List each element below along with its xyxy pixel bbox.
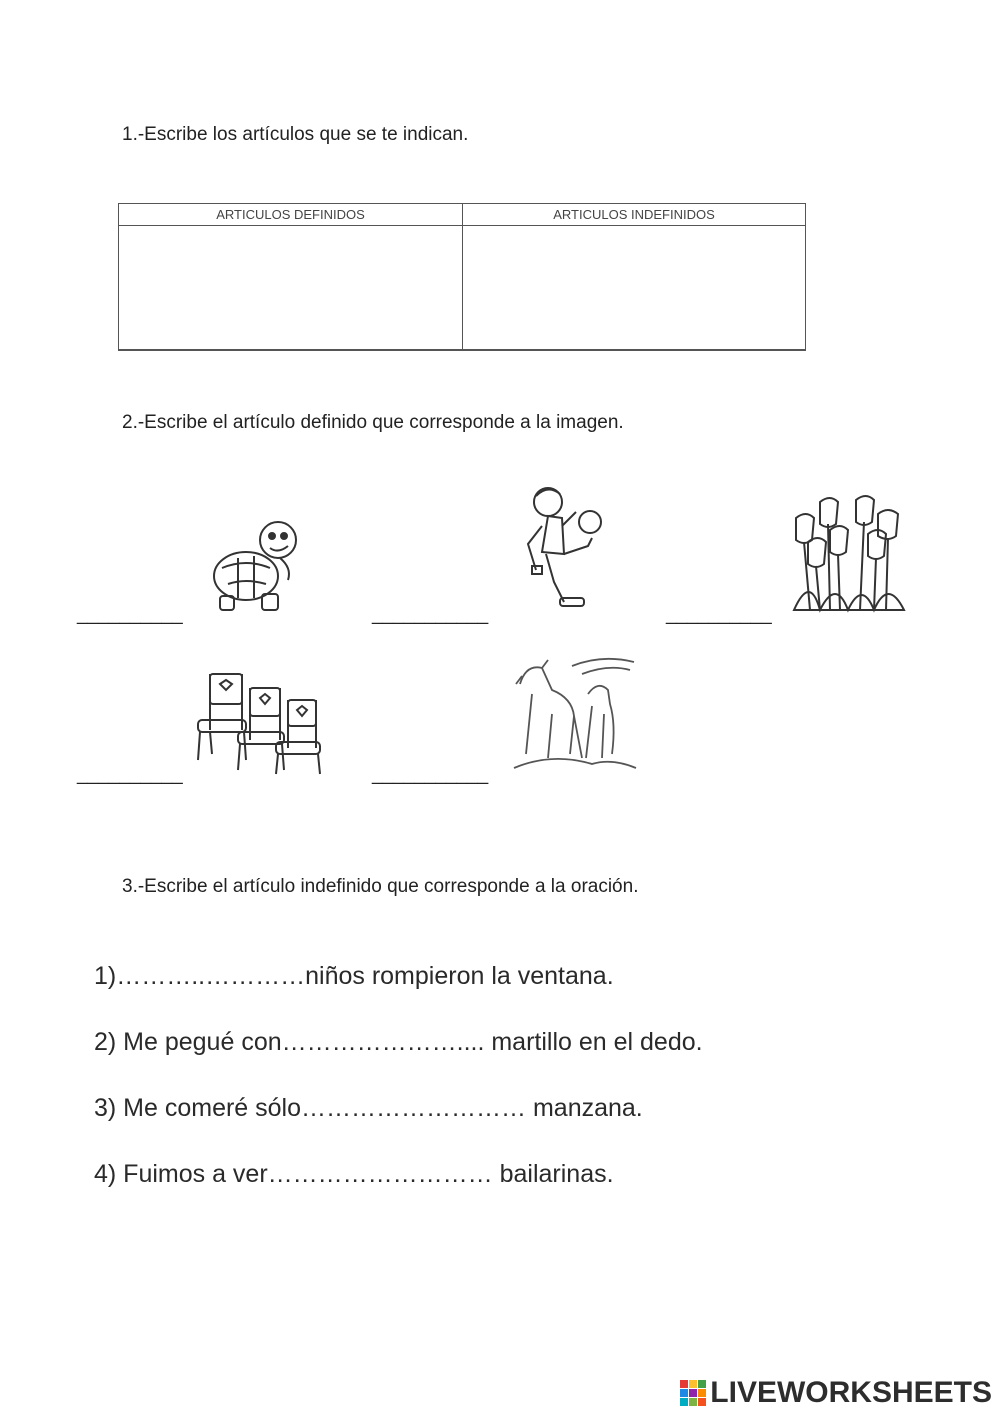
answer-blank-tulips[interactable]: __________	[666, 604, 772, 625]
liveworksheets-logo-icon	[680, 1380, 706, 1406]
answer-blank-chairs[interactable]: __________	[77, 764, 183, 785]
col-indefinidos-header: ARTICULOS INDEFINIDOS	[463, 204, 805, 226]
section1-heading: 1.-Escribe los artículos que se te indican.	[122, 124, 469, 145]
articles-table	[118, 203, 806, 351]
tulips-image	[790, 494, 908, 614]
horses-image	[512, 654, 638, 778]
sentence-4[interactable]: 4) Fuimos a ver……………………… bailarinas.	[94, 1160, 614, 1188]
sentence-1[interactable]: 1)………..…………niños rompieron la ventana.	[94, 962, 614, 990]
boy-playing-ball-image	[520, 482, 610, 612]
answer-blank-turtle[interactable]: __________	[77, 604, 183, 625]
brand-name: LIVEWORKSHEETS	[710, 1376, 992, 1409]
answer-blank-horses[interactable]: ___________	[372, 764, 489, 785]
sentence-2[interactable]: 2) Me pegué con………………….... martillo en el dedo.	[94, 1028, 703, 1056]
indefinidos-answer-cell[interactable]	[463, 226, 805, 349]
liveworksheets-brand	[680, 1376, 992, 1410]
answer-blank-boy[interactable]: ___________	[372, 604, 489, 625]
definidos-answer-cell[interactable]	[119, 226, 463, 349]
section2-heading: 2.-Escribe el artículo definido que corresponde a la imagen.	[122, 412, 624, 433]
sentence-3[interactable]: 3) Me comeré sólo……………………… manzana.	[94, 1094, 643, 1122]
turtle-image	[208, 518, 308, 614]
chairs-image	[190, 670, 322, 776]
col-definidos-header: ARTICULOS DEFINIDOS	[119, 204, 463, 226]
section3-heading: 3.-Escribe el artículo indefinido que corresponde a la oración.	[122, 876, 639, 897]
